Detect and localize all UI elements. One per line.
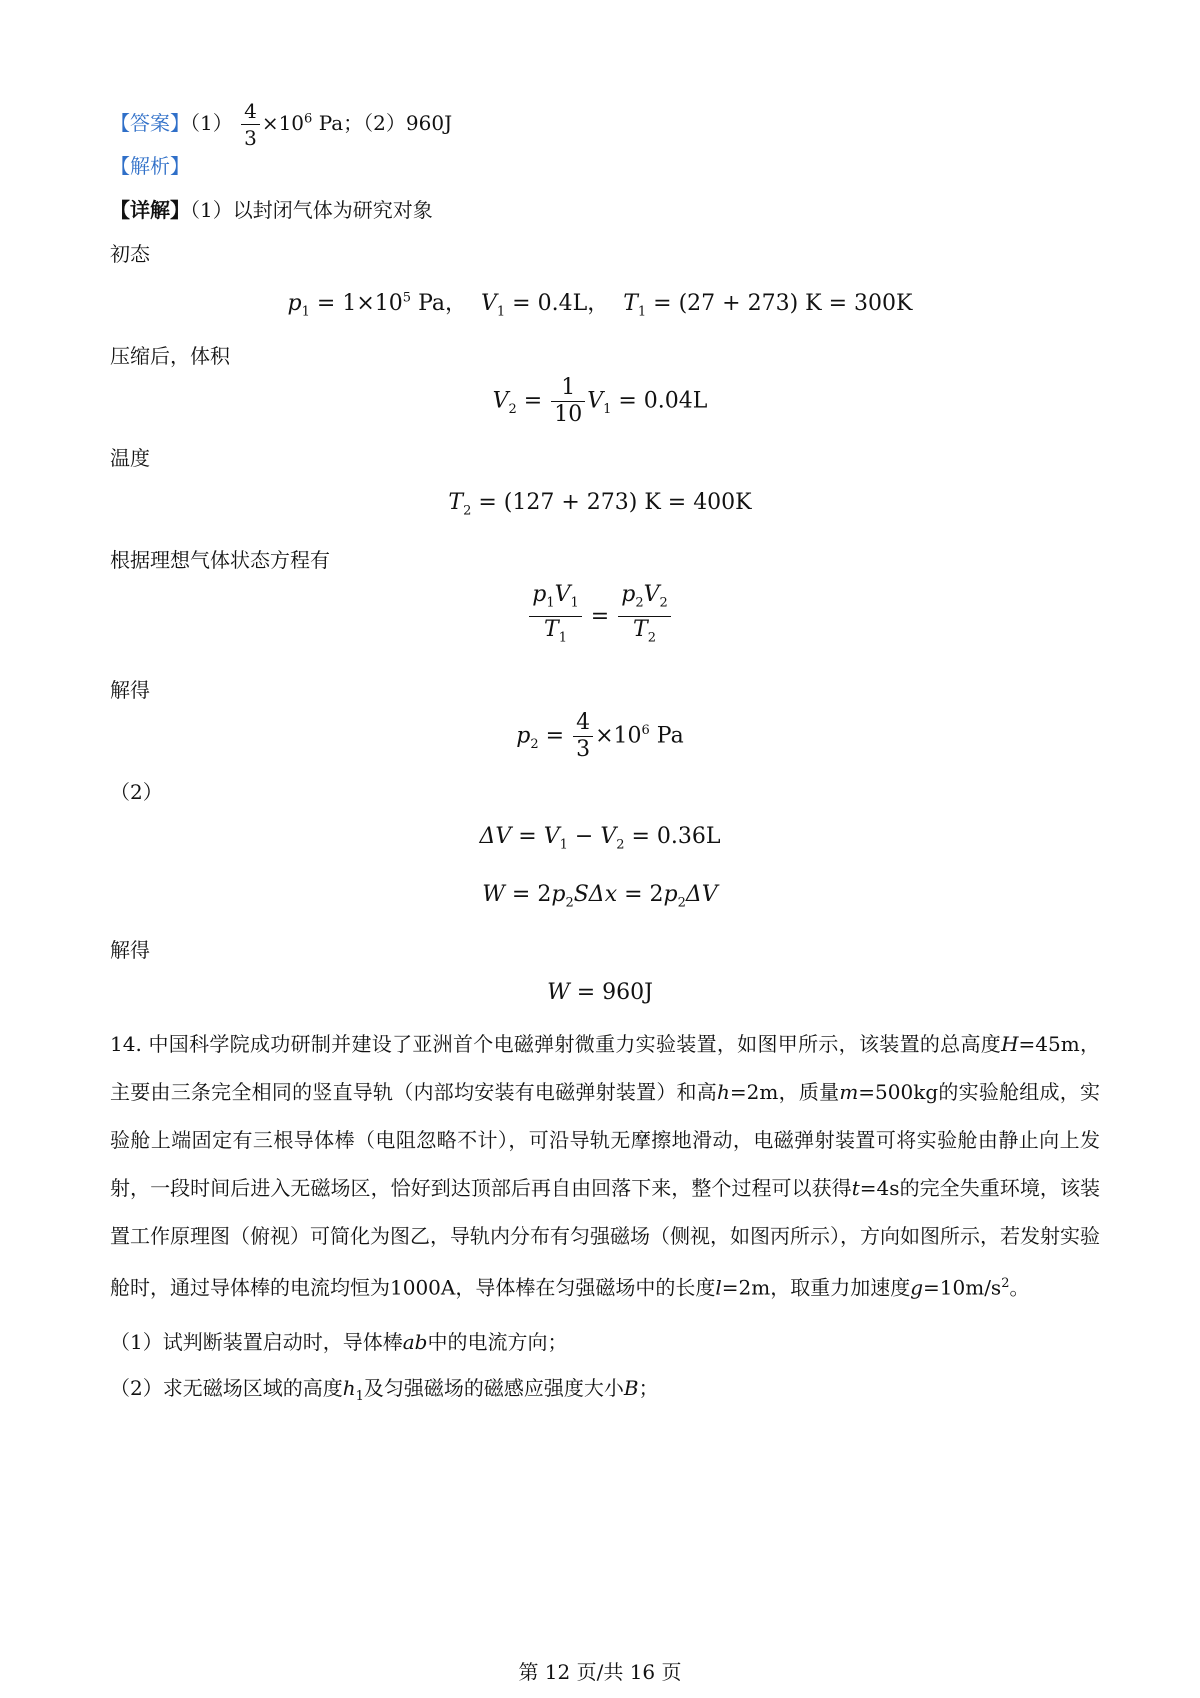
equation-v2: $V_2$ = $\frac{1}{10}$ $V_1 = 0.04L$	[492, 375, 708, 427]
equation-delta-v: $\Delta V = V_1 - V_2 = 0.36L$	[479, 824, 721, 853]
equation-work: $W = 2p_2S\Delta x = 2p_2\Delta V$	[482, 882, 718, 911]
problem-number: 14.	[110, 1032, 142, 1056]
answer-fraction: $\frac{4}{3}$	[241, 98, 260, 151]
label-after-compress: 压缩后，体积	[110, 344, 230, 368]
equation-gas-law: $\frac{p_1V_1}{T_1}$ = $\frac{p_2V_2}{T_2}$	[0, 582, 1200, 652]
question-2: （2）求无磁场区域的高度$h_1$及匀强磁场的磁感应强度大小B；	[110, 1376, 659, 1404]
problem-14-text: 14. 中国科学院成功研制并建设了亚洲首个电磁弹射微重力实验装置，如图甲所示，该装置的总高度H=45m，主要由三条完全相同的竖直导轨（内部均安装有电磁弹射装置）和高h=2m，质量m=500kg的实验舱组成，实验舱上端固定有三根导体棒（电阻忽略不计），可沿导轨无摩擦地滑动，电磁弹射装置可将实验舱由静止向上发射，一段时间后进入无磁场区，恰好到达顶部后再自由回落下来，整个过程可以获得t=4s的完全失重环境，该装置工作原理图（俯视）可简化为图乙，导轨内分布有匀强磁场（侧视，如图丙所示），方向如图所示，若发射实验舱时，通过导体棒的电流均恒为1000A，导体棒在匀强磁场中的长度l=2m，取重力加速度$g=10m/s^2$。	[110, 1032, 1101, 1300]
label-by-equation: 根据理想气体状态方程有	[110, 548, 330, 572]
answer-line: 【答案】（1） $\frac{4}{3}$ $\times 10^6$ Pa；（2）960J	[110, 99, 453, 150]
equation-initial-state: $p_1 = 1\times 10^5$ Pa， $V_1 = 0.4L$， $T_1 = (27 + 273) K = 300K$	[287, 290, 913, 320]
answer-tag: 【答案】	[110, 111, 190, 135]
answer-part1-prefix: （1）	[190, 111, 233, 135]
page-footer: 第 12 页/共 16 页	[518, 1660, 682, 1684]
detail-tag: 【详解】	[110, 198, 190, 222]
equation-t2: $T_2 = (127 + 273) K = 400K$	[448, 490, 752, 519]
label-initial: 初态	[110, 242, 150, 266]
detail-line: 【详解】（1）以封闭气体为研究对象	[110, 198, 433, 222]
equation-work-result: W = 960J	[547, 980, 653, 1005]
label-part2: （2）	[110, 780, 163, 804]
answer-part2-value: 960J	[405, 111, 453, 135]
label-solve-1: 解得	[110, 678, 150, 702]
question-1: （1）试判断装置启动时，导体棒ab中的电流方向；	[110, 1330, 568, 1354]
label-temperature: 温度	[110, 446, 150, 470]
label-solve-2: 解得	[110, 938, 150, 962]
analysis-tag: 【解析】	[110, 154, 190, 178]
equation-p2: $p_2$ = $\frac{4}{3}$ $\times 10^6$ Pa	[516, 710, 684, 762]
